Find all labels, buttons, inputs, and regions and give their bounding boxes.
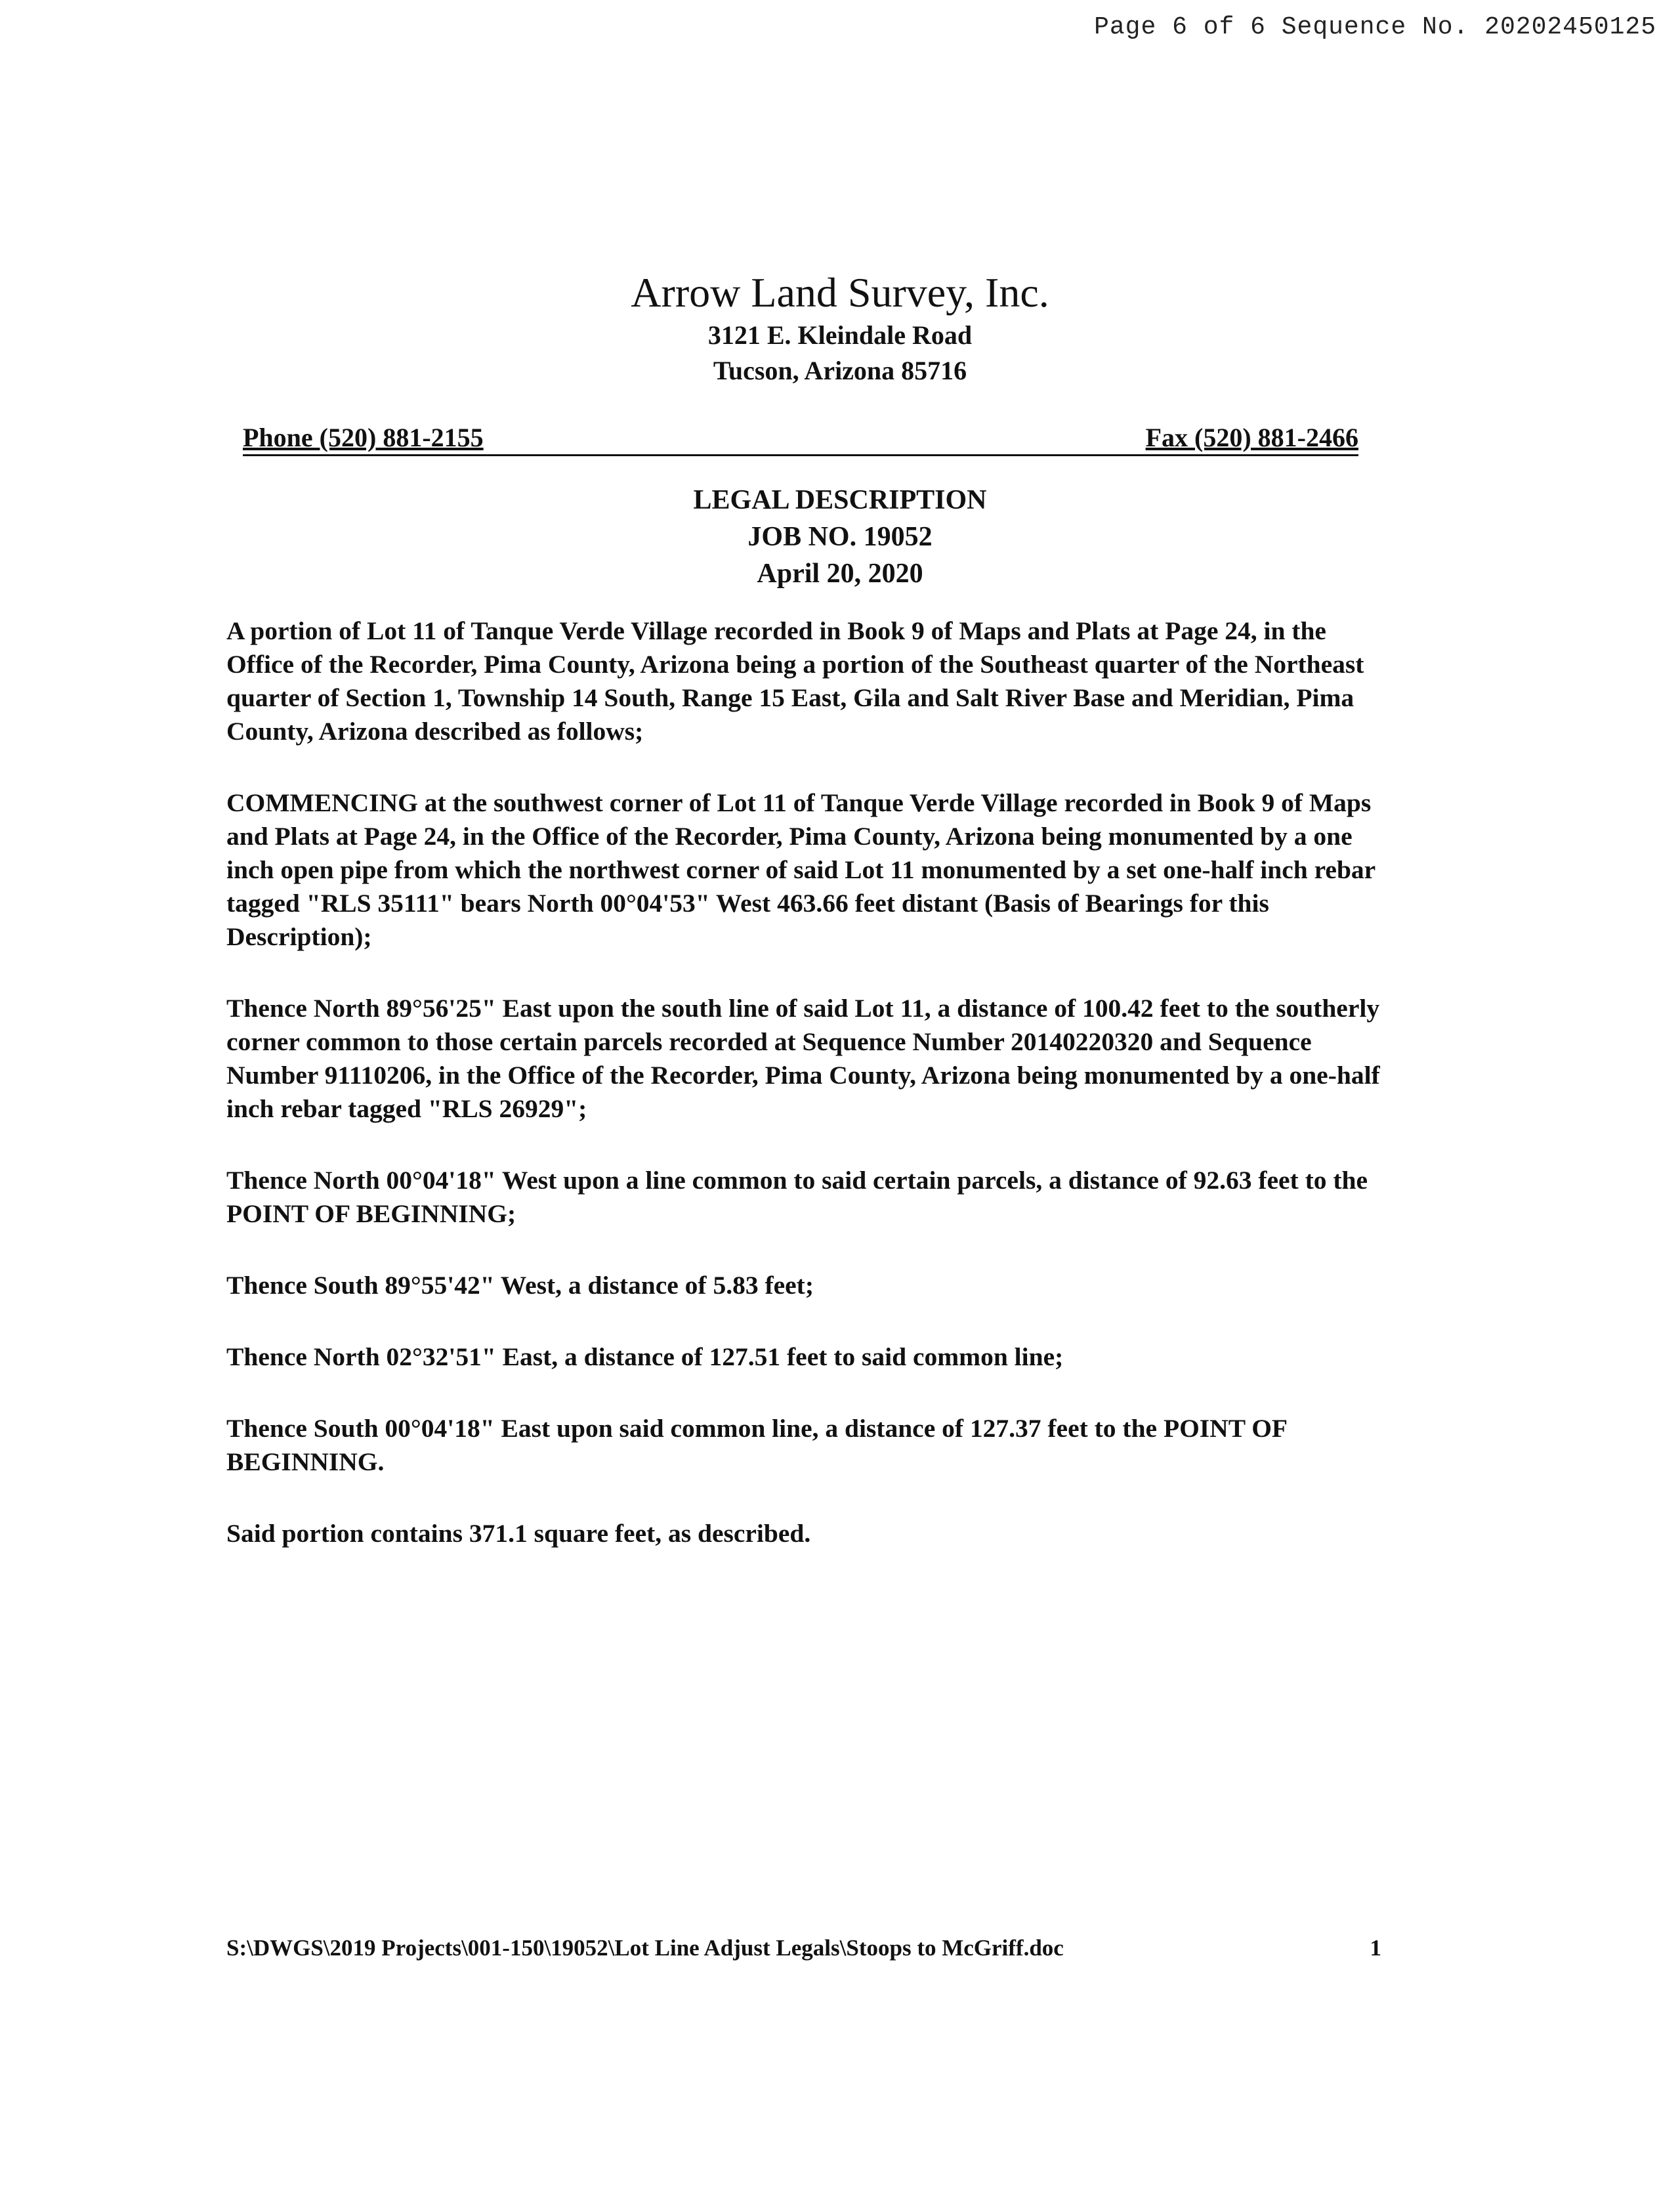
document-title xyxy=(0,482,1680,592)
letterhead xyxy=(0,268,1680,389)
course-5-text: Thence South 00°04'18" East upon said common line, a distance of 127.37 feet to the xyxy=(226,1414,1164,1443)
file-path: S:\DWGS\2019 Projects\001-150\19052\Lot Line Adjust Legals\Stoops to McGriff.doc xyxy=(226,1935,1064,1961)
document-footer xyxy=(226,1935,1381,1961)
title-job-number: JOB NO. 19052 xyxy=(747,522,933,552)
point-of-beginning-1: POINT OF BEGINNING; xyxy=(226,1199,516,1228)
page-number: 1 xyxy=(1370,1935,1381,1961)
paragraph-course-4: Thence North 02°32'51" East, a distance of 127.51 feet to said common line; xyxy=(226,1342,1064,1371)
commencing-keyword: COMMENCING xyxy=(226,788,418,817)
paragraph-area: Said portion contains 371.1 square feet, as described. xyxy=(226,1519,811,1548)
company-city: Tucson, Arizona 85716 xyxy=(713,356,967,385)
paragraph-course-2 xyxy=(226,1164,1381,1231)
course-2-text: Thence North 00°04'18" West upon a line common to said certain parcels, a distance of 92.63 feet to the xyxy=(226,1166,1368,1195)
paragraph-commencing xyxy=(226,786,1381,954)
company-street: 3121 E. Kleindale Road xyxy=(707,320,973,350)
title-date: April 20, 2020 xyxy=(757,559,923,589)
contact-line xyxy=(243,420,1358,456)
legal-description-body xyxy=(226,614,1381,1588)
point-of-beginning-2: POINT OF BEGINNING. xyxy=(226,1414,1287,1476)
company-name: Arrow Land Survey, Inc. xyxy=(631,269,1049,316)
paragraph-portion: A portion of Lot 11 of Tanque Verde Village recorded in Book 9 of Maps and Plats at Page 24, in the Office of the Recorder, Pima County, Arizona being a portion of the Southeast quarter of the Northeast quarter of Section 1, Township 14 South, Range 15 East, Gila and Salt River Base and Meridian, Pima County, Arizona described as follows; xyxy=(226,616,1364,746)
commencing-text: at the southwest corner of Lot 11 of Tanque Verde Village recorded in Book 9 of Maps and Plats at Page 24, in the Office of the Recorder, Pima County, Arizona being monumented by a one inch open pipe from which the northwest corner of said Lot 11 monumented by a set one-half inch rebar tagged "RLS 35111" bears North 00°04'53" West 463.66 feet distant (Basis of Bearings for this Description); xyxy=(226,788,1376,951)
fax-number: Fax (520) 881-2466 xyxy=(1145,423,1358,452)
paragraph-course-3: Thence South 89°55'42" West, a distance of 5.83 feet; xyxy=(226,1271,814,1300)
paragraph-course-5 xyxy=(226,1412,1381,1479)
paragraph-course-1: Thence North 89°56'25" East upon the south line of said Lot 11, a distance of 100.42 feet to the southerly corner common to those certain parcels recorded at Sequence Number 20140220320 and Sequence Number 91110206, in the Office of the Recorder, Pima County, Arizona being monumented by a one-half inch rebar tagged "RLS 26929"; xyxy=(226,994,1380,1123)
page-sequence-header: Page 6 of 6 Sequence No. 20202450125 xyxy=(1094,13,1656,41)
phone-number: Phone (520) 881-2155 xyxy=(243,423,484,452)
title-legal-description: LEGAL DESCRIPTION xyxy=(693,485,987,515)
